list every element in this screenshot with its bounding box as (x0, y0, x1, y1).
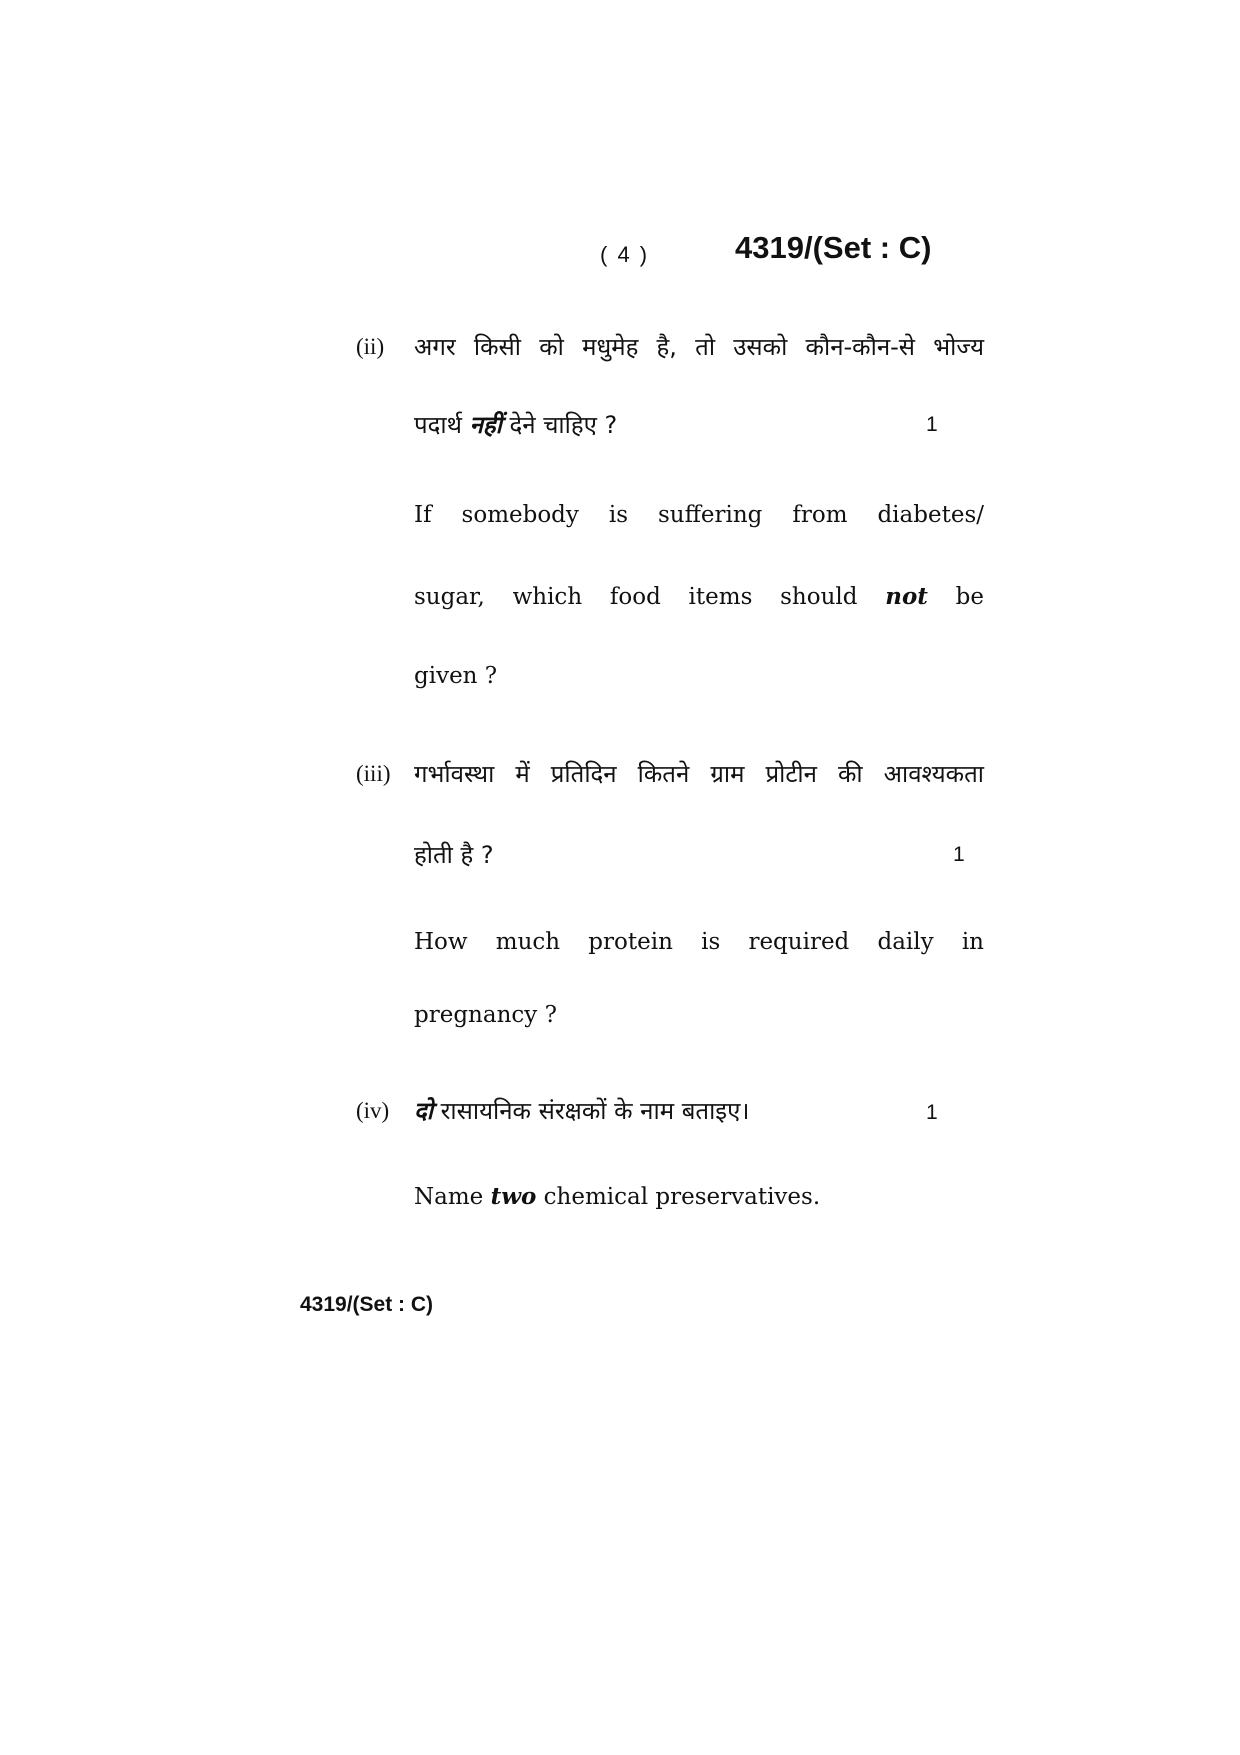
question-iv-hindi-text: रासायनिक संरक्षकों के नाम बताइए। (440, 1097, 750, 1125)
question-iv-marks: 1 (926, 1101, 938, 1124)
page-number: ( 4 ) (600, 242, 650, 267)
paper-code-header: 4319/(Set : C) (735, 230, 932, 265)
question-ii-marks: 1 (926, 413, 938, 436)
question-number-ii: (ii) (356, 334, 385, 359)
question-ii-english-line3: given ? (414, 663, 498, 689)
question-ii-hindi-text-before: पदार्थ (414, 411, 462, 439)
question-iii-english-line1: How much protein is required daily in (414, 929, 984, 955)
paper-code-footer: 4319/(Set : C) (300, 1293, 434, 1316)
question-ii-english-emphasis: not (885, 583, 928, 610)
question-iv-english-emphasis: two (490, 1183, 537, 1210)
question-ii-hindi-line2 (414, 408, 617, 441)
question-iv-english-text-before: Name (414, 1184, 484, 1210)
question-iv-english-line (414, 1183, 820, 1210)
question-number-iv: (iv) (356, 1098, 390, 1123)
question-iv-hindi-line (414, 1094, 749, 1127)
question-ii-english-text-after: be (955, 584, 985, 610)
question-iv-english-text-after: chemical preservatives. (543, 1184, 821, 1210)
question-ii-english-line1: If somebody is suffering from diabetes/ (414, 502, 984, 528)
question-iii-hindi-line1: गर्भावस्था में प्रतिदिन कितने ग्राम प्रोटीन की आवश्यकता (414, 760, 984, 788)
question-iv-hindi-emphasis: दो (414, 1097, 433, 1125)
question-ii-english-text-before: sugar, which food items should (414, 584, 858, 610)
question-iii-marks: 1 (953, 843, 965, 866)
question-ii-hindi-line1: अगर किसी को मधुमेह है, तो उसको कौन-कौन-से भोज्य (414, 333, 984, 361)
question-iii-english-line2: pregnancy ? (414, 1002, 557, 1028)
question-ii-hindi-text-after: देने चाहिए ? (509, 411, 618, 439)
question-ii-hindi-emphasis: नहीं (469, 411, 502, 439)
question-ii-english-line2 (414, 583, 984, 610)
question-number-iii: (iii) (356, 761, 391, 786)
question-iii-hindi-line2: होती है ? (414, 841, 494, 869)
